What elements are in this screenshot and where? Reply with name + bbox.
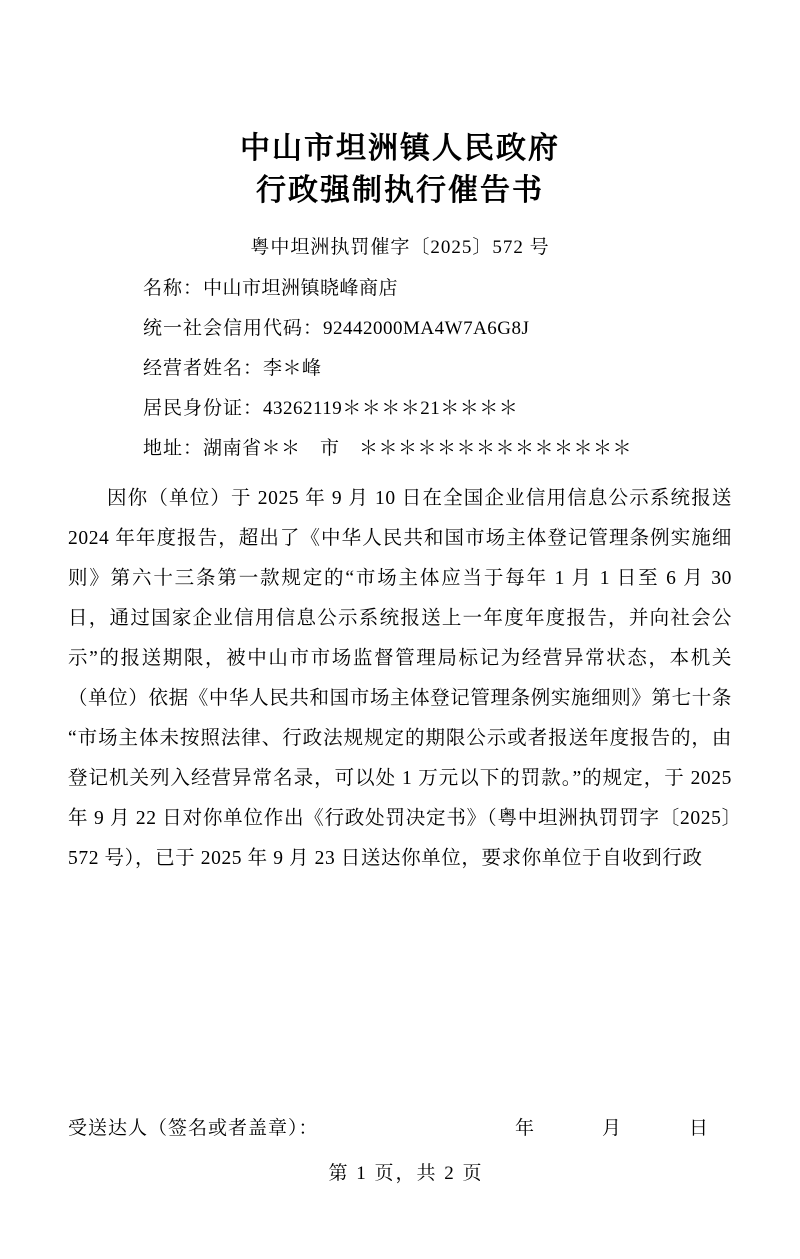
field-row-credit-code	[68, 309, 732, 349]
field-row-address	[68, 429, 732, 469]
document-title-block	[68, 128, 732, 212]
field-value-address: 湖南省＊＊ 市 ＊＊＊＊＊＊＊＊＊＊＊＊＊＊	[203, 438, 633, 459]
field-row-operator-name	[68, 349, 732, 389]
field-value-id-card: 43262119＊＊＊＊21＊＊＊＊	[263, 398, 519, 419]
recipient-field-list	[68, 269, 732, 469]
document-page	[0, 128, 800, 1259]
field-value-credit-code: 92442000MA4W7A6G8J	[323, 318, 530, 339]
field-row-id-card	[68, 389, 732, 429]
document-body-text: 因你（单位）于 2025 年 9 月 10 日在全国企业信用信息公示系统报送 2024 年年度报告，超出了《中华人民共和国市场主体登记管理条例实施细则》第六十三条第一款规定的“市场主体应当于每年 1 月 1 日至 6 月 30 日，通过国家企业信用信息公示系统报送上一年度年度报告，并向社会公示”的报送期限，被中山市市场监督管理局标记为经营异常状态，本机关（单位）依据《中华人民共和国市场主体登记管理条例实施细则》第七十条“市场主体未按照法律、行政法规规定的期限公示或者报送年度报告的，由登记机关列入经营异常名录，可以处 1 万元以下的罚款。”的规定，于 2025 年 9 月 22 日对你单位作出《行政处罚决定书》（粤中坦洲执罚罚字〔2025〕572 号），已于 2025 年 9 月 23 日送达你单位，要求你单位于自收到行政	[68, 488, 732, 869]
signature-line	[68, 1113, 732, 1140]
field-label-id-card: 居民身份证：	[143, 398, 264, 419]
signature-date-placeholder: 年 月 日	[514, 1118, 718, 1139]
field-label-address: 地址：	[143, 438, 204, 459]
signature-label: 受送达人（签名或者盖章）：	[68, 1118, 319, 1139]
field-value-name: 中山市坦洲镇晓峰商店	[203, 278, 399, 299]
field-row-name	[68, 269, 732, 309]
field-label-operator-name: 经营者姓名：	[143, 358, 264, 379]
page-title-line-1: 中山市坦洲镇人民政府	[240, 132, 560, 165]
document-footer	[68, 1113, 732, 1185]
document-number: 粤中坦洲执罚催字〔2025〕572 号	[250, 237, 550, 258]
field-value-operator-name: 李＊峰	[263, 358, 322, 379]
page-title-line-2: 行政强制执行催告书	[256, 174, 544, 207]
page-number: 第 1 页，共 2 页	[328, 1163, 484, 1184]
field-label-credit-code: 统一社会信用代码：	[143, 318, 324, 339]
field-label-name: 名称：	[143, 278, 204, 299]
